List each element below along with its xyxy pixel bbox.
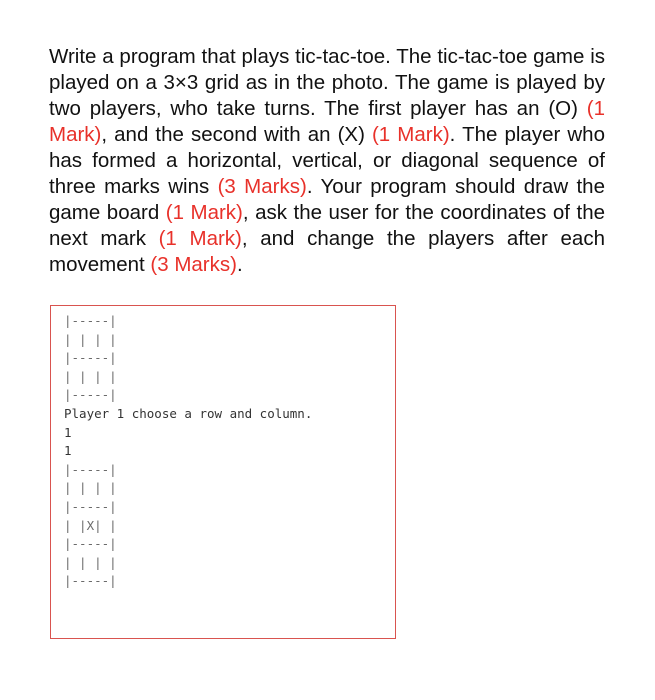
board-line: |-----| [64,573,117,589]
board-line: | |X| | [64,517,117,533]
question-segment-2: , and the second with an (X) [101,123,372,146]
question-segment-0: Write a program that plays tic-tac-toe. The tic-tac-toe game is played on a 3×3 grid as in the photo. The game is played by two players, who take turns. The first player has an (O) [49,45,605,120]
marks-label: (1 Mark) [165,201,243,224]
question-segment-12: . [236,253,243,276]
board-line: |-----| [64,536,117,552]
marks-label: (3 Marks) [150,253,237,276]
board-line: | | | | [64,554,117,570]
input-row-line: 1 [64,424,72,440]
board-line: | | | | [64,368,117,384]
marks-label: (1 Mark) [371,123,450,146]
console-output-box [50,305,396,639]
marks-label: (1 Mark) [158,227,242,250]
board-line: |-----| [64,313,117,328]
marks-label: (3 Marks) [217,175,307,198]
question-segment-6: . Your program should draw the game board [49,175,605,224]
input-column-line: 1 [64,443,72,459]
board-line: |-----| [64,461,117,477]
question-segment-10: , and change the players after each movement [49,227,605,276]
board-line: |-----| [64,387,117,403]
board-line: | | | | [64,480,117,496]
prompt-line: Player 1 choose a row and column. [64,405,313,421]
board-line: |-----| [64,350,117,366]
question-segment-4: . The player who has formed a horizontal, vertical, or diagonal sequence of three marks wins [49,123,605,198]
board-line: |-----| [64,498,117,514]
question-text [49,44,605,278]
marks-label: (1 Mark) [49,97,605,146]
question-segment-8: , ask the user for the coordinates of the next mark [49,201,605,250]
board-line: | | | | [64,331,117,347]
